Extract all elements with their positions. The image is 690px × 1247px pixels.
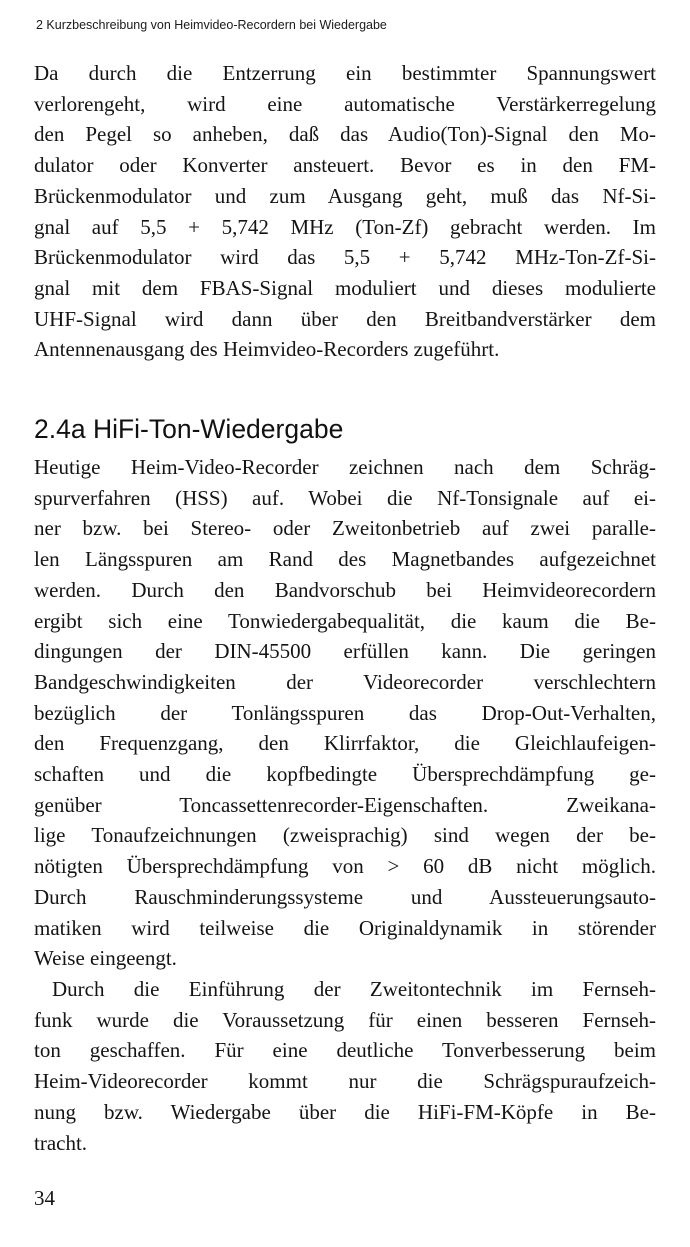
text-line: lige Tonaufzeichnungen (zweisprachig) sind wegen der be-: [34, 823, 656, 848]
section-heading: 2.4a HiFi-Ton-Wiedergabe: [34, 414, 344, 444]
text-line: Heutige Heim-Video-Recorder zeichnen nach dem Schräg-: [34, 455, 656, 479]
text-line: Durch die Einführung der Zweitontechnik im Fernseh-: [52, 977, 656, 1001]
text-line: matiken wird teilweise die Originaldynamik in störender: [34, 915, 656, 940]
paragraph-2: [34, 452, 656, 974]
text-line: nötigten Übersprechdämpfung von > 60 dB nicht möglich.: [34, 854, 656, 879]
text-line: dulator oder Konverter ansteuert. Bevor es in den FM-: [34, 153, 656, 178]
text-line: schaften und die kopfbedingte Übersprechdämpfung ge-: [34, 762, 656, 787]
text-line: bezüglich der Tonlängsspuren das Drop-Out-Verhalten,: [34, 700, 656, 725]
text-line: ergibt sich eine Tonwiedergabequalität, die kaum die Be-: [34, 608, 656, 633]
text-line: Bandgeschwindigkeiten der Videorecorder verschlechtern: [34, 669, 656, 694]
text-line: ner bzw. bei Stereo- oder Zweitonbetrieb auf zwei paralle-: [34, 516, 656, 541]
text-line: tracht.: [34, 1130, 88, 1155]
text-line: genüber Toncassettenrecorder-Eigenschaften. Zweikana-: [34, 792, 656, 817]
text-line: spurverfahren (HSS) auf. Wobei die Nf-Tonsignale auf ei-: [34, 485, 656, 510]
text-line: ton geschaffen. Für eine deutliche Tonverbesserung beim: [34, 1038, 656, 1063]
text-line: Heim-Videorecorder kommt nur die Schrägspuraufzeich-: [34, 1069, 656, 1094]
text-line: len Längsspuren am Rand des Magnetbandes aufgezeichnet: [34, 547, 656, 572]
text-line: UHF-Signal wird dann über den Breitbandverstärker dem: [34, 306, 656, 331]
text-line: gnal mit dem FBAS-Signal moduliert und dieses modulierte: [34, 275, 656, 300]
text-line: Brückenmodulator und zum Ausgang geht, muß das Nf-Si-: [34, 183, 656, 208]
text-line: nung bzw. Wiedergabe über die HiFi-FM-Köpfe in Be-: [34, 1099, 656, 1124]
text-line: Durch Rauschminderungssysteme und Aussteuerungsauto-: [34, 884, 656, 909]
page-number: 34: [34, 1186, 55, 1210]
paragraph-3: [34, 974, 656, 1158]
text-line: dingungen der DIN-45500 erfüllen kann. Die geringen: [34, 639, 656, 664]
text-line: Weise eingeengt.: [34, 946, 177, 971]
text-line: Da durch die Entzerrung ein bestimmter Spannungswert: [34, 61, 656, 85]
text-line: gnal auf 5,5 + 5,742 MHz (Ton-Zf) gebracht werden. Im: [34, 214, 656, 239]
paragraph-1: [34, 58, 656, 365]
running-head: 2 Kurzbeschreibung von Heimvideo-Recordern bei Wiedergabe: [36, 18, 387, 32]
text-line: Antennenausgang des Heimvideo-Recorders zugeführt.: [34, 337, 500, 362]
text-line: werden. Durch den Bandvorschub bei Heimvideorecordern: [34, 577, 656, 602]
text-line: funk wurde die Voraussetzung für einen besseren Fernseh-: [34, 1007, 656, 1032]
text-line: Brückenmodulator wird das 5,5 + 5,742 MHz-Ton-Zf-Si-: [34, 245, 656, 270]
text-line: den Pegel so anheben, daß das Audio(Ton)-Signal den Mo-: [34, 122, 656, 147]
text-line: verlorengeht, wird eine automatische Verstärkerregelung: [34, 91, 656, 116]
text-line: den Frequenzgang, den Klirrfaktor, die Gleichlaufeigen-: [34, 731, 656, 756]
